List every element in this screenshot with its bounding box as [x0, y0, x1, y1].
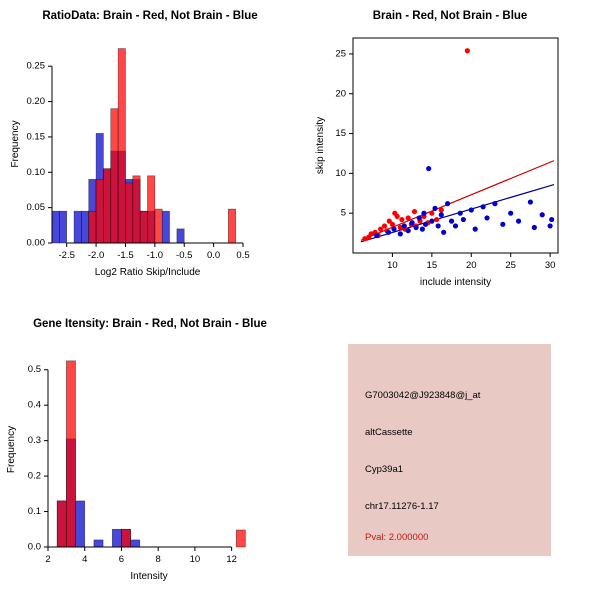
y-tick-label: 0.1 [27, 506, 41, 518]
gene-histogram-plot [0, 300, 300, 600]
x-axis-label: Log2 Ratio Skip/Include [94, 267, 201, 278]
histogram-bar [140, 211, 147, 243]
x-tick-label: -0.5 [176, 250, 193, 261]
histogram-bar [59, 211, 66, 243]
annotation-info-box [348, 344, 551, 556]
gene-histogram-panel [0, 300, 300, 600]
histogram-bar [94, 540, 103, 547]
histogram-bar [96, 179, 103, 243]
scatter-point [481, 204, 486, 209]
scatter-point [500, 222, 505, 227]
y-tick-label: 5 [340, 207, 346, 219]
histogram-bar [52, 211, 59, 243]
histogram-bar [155, 209, 162, 243]
locus-text: chr17.11276-1.17 [365, 501, 439, 512]
scatter-point [439, 207, 444, 212]
gene-histogram-title: Gene Itensity: Brain - Red, Not Brain - Blue [33, 318, 267, 330]
y-axis-label: Frequency [10, 120, 21, 168]
scatter-point [549, 217, 554, 222]
scatter-point [374, 233, 379, 238]
x-tick-label: 2 [45, 554, 51, 565]
scatter-point [445, 201, 450, 206]
scatter-point [382, 223, 387, 228]
x-tick-label: 10 [189, 554, 201, 565]
scatter-point [426, 166, 431, 171]
histogram-bar [89, 211, 96, 243]
x-tick-label: -1.5 [117, 250, 134, 261]
x-tick-label: 8 [155, 554, 161, 565]
scatter-point [410, 220, 415, 225]
scatter-point [417, 215, 422, 220]
scatter-point [484, 215, 489, 220]
histogram-bar [57, 501, 66, 547]
scatter-point [473, 227, 478, 232]
y-tick-label: 0.4 [27, 399, 41, 411]
scatter-point [439, 212, 444, 217]
histogram-bar [125, 183, 132, 243]
histogram-bar [118, 49, 125, 243]
scatter-point [429, 211, 434, 216]
histogram-bar [74, 211, 81, 243]
ratio-histogram-plot [0, 0, 300, 300]
x-tick-label: -2.0 [87, 250, 105, 261]
y-tick-label: 0.10 [26, 166, 45, 178]
scatter-point [540, 212, 545, 217]
scatter-point [548, 223, 553, 228]
scatter-point [413, 225, 418, 230]
scatter-point [395, 214, 400, 219]
scatter-point [423, 222, 428, 227]
scatter-point [399, 217, 404, 222]
scatter-point [441, 230, 446, 235]
scatter-point [390, 222, 395, 227]
histogram-bar [236, 530, 245, 547]
histogram-bar [66, 361, 75, 547]
x-tick-label: 10 [387, 260, 398, 271]
gene-name-text: Cyp39a1 [365, 464, 404, 475]
x-tick-label: 0.0 [207, 250, 221, 261]
y-tick-label: 0.0 [27, 541, 41, 553]
x-tick-label: 12 [226, 554, 237, 565]
fit-line [361, 161, 554, 241]
x-tick-label: 0.5 [236, 250, 250, 261]
histogram-bar [148, 176, 155, 243]
scatter-point [508, 211, 513, 216]
x-tick-label: 15 [426, 260, 438, 271]
scatter-point [406, 215, 411, 220]
histogram-bar [121, 529, 130, 547]
plot-box [353, 38, 558, 253]
scatter-point [432, 206, 437, 211]
event-type-text: altCassette [365, 427, 413, 438]
y-tick-label: 0.25 [26, 60, 45, 72]
histogram-bar [228, 209, 235, 243]
histogram-bar [103, 169, 110, 243]
x-tick-label: -2.5 [58, 250, 75, 261]
ratio-histogram-panel [0, 0, 300, 300]
scatter-point [386, 230, 391, 235]
scatter-point [449, 219, 454, 224]
y-tick-label: 15 [335, 128, 346, 140]
scatter-point [391, 227, 396, 232]
scatter-point [465, 48, 470, 53]
scatter-point [402, 223, 407, 228]
x-tick-label: 20 [465, 260, 477, 271]
x-tick-label: 4 [82, 554, 88, 565]
scatter-point [406, 228, 411, 233]
y-tick-label: 0.05 [26, 202, 45, 214]
histogram-bar [133, 176, 140, 243]
scatter-point [528, 199, 533, 204]
scatter-point [458, 211, 463, 216]
scatter-point [469, 207, 474, 212]
y-tick-label: 0.3 [27, 435, 41, 447]
y-tick-label: 20 [335, 88, 346, 100]
y-axis-label: skip intensity [315, 116, 326, 175]
scatter-point [436, 223, 441, 228]
scatter-point [453, 223, 458, 228]
x-tick-label: 25 [505, 260, 516, 271]
scatter-point [398, 231, 403, 236]
y-tick-label: 0.2 [27, 470, 41, 482]
scatter-point [532, 225, 537, 230]
histogram-bar [162, 211, 169, 243]
probe-id-text: G7003042@J923848@j_at [365, 390, 481, 401]
scatter-point [434, 217, 439, 222]
y-tick-label: 0.00 [26, 237, 45, 249]
scatter-point [421, 211, 426, 216]
pval-text: Pval: 2.000000 [365, 532, 429, 543]
histogram-bar [131, 540, 140, 547]
scatter-point [461, 217, 466, 222]
scatter-point [420, 227, 425, 232]
scatter-point [412, 209, 417, 214]
y-tick-label: 0.15 [26, 131, 45, 143]
x-tick-label: -1.0 [146, 250, 164, 261]
histogram-bar [177, 229, 184, 243]
y-tick-label: 0.5 [27, 364, 41, 376]
scatter-title: Brain - Red, Not Brain - Blue [372, 10, 528, 22]
y-tick-label: 0.20 [26, 96, 45, 108]
scatter-plot [300, 0, 600, 300]
scatter-point [492, 201, 497, 206]
histogram-bar [76, 501, 85, 547]
y-tick-label: 25 [335, 48, 346, 60]
scatter-point [516, 219, 521, 224]
x-axis-label: Intensity [130, 571, 168, 582]
scatter-panel [300, 0, 600, 300]
histogram-bar [112, 529, 121, 547]
scatter-point [429, 219, 434, 224]
ratio-histogram-title: RatioData: Brain - Red, Not Brain - Blue [42, 10, 258, 22]
x-tick-label: 30 [544, 260, 556, 271]
histogram-bar [81, 211, 88, 243]
x-axis-label: include intensity [419, 277, 492, 288]
y-tick-label: 10 [335, 167, 346, 179]
x-tick-label: 6 [118, 554, 125, 565]
histogram-bar [111, 109, 118, 243]
y-axis-label: Frequency [6, 425, 17, 474]
